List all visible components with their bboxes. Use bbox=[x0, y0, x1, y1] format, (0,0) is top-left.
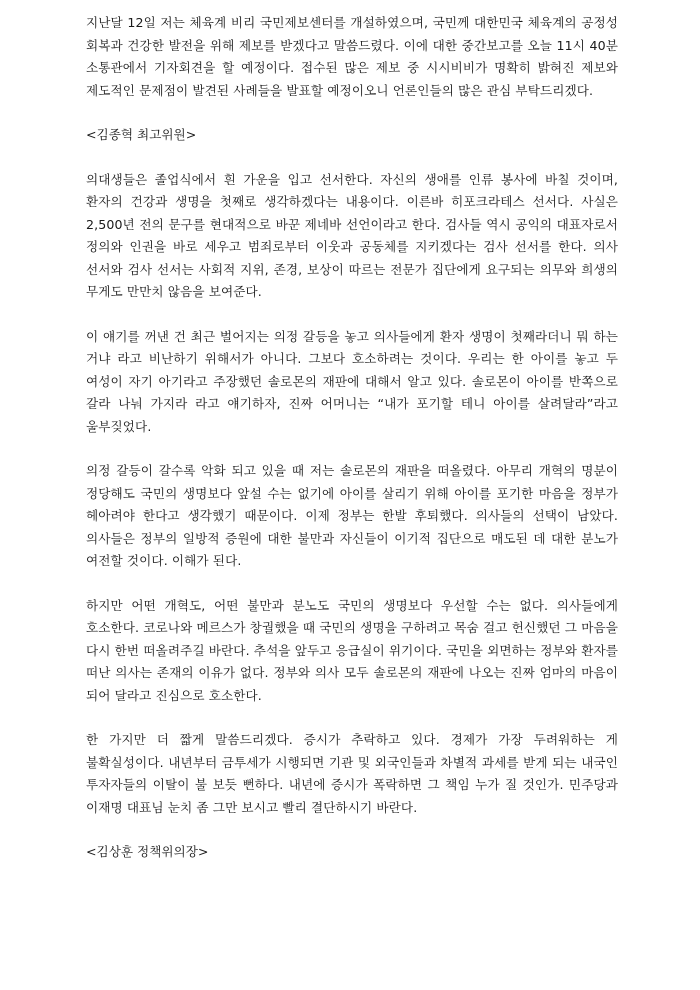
spacer bbox=[86, 304, 618, 326]
spacer bbox=[86, 102, 618, 124]
document-page bbox=[86, 12, 618, 864]
spacer bbox=[86, 147, 618, 169]
spacer bbox=[86, 707, 618, 729]
speaker-label-kim-jonghyuk: <김종혁 최고위원> bbox=[86, 127, 197, 142]
spacer bbox=[86, 438, 618, 460]
paragraph-government-retreat: 의정 갈등이 갈수록 악화 되고 있을 때 저는 솔로몬의 재판을 떠올렸다. 아무리 개혁의 명분이 정당해도 국민의 생명보다 앞설 수는 없기에 아이를 살리기 위해 아이를 포기한 마음을 정부가 헤아려야 한다고 생각했기 때문이다. 이제 정부는 한발 후퇴했다. 의사들의 선택이 남았다. 의사들은 정부의 일방적 증원에 대한 불만과 자신들이 이기적 집단으로 매도된 데 대한 분노가 여전할 것이다. 이해가 된다. bbox=[86, 463, 618, 568]
paragraph-oath: 의대생들은 졸업식에서 흰 가운을 입고 선서한다. 자신의 생애를 인류 봉사에 바칠 것이며, 환자의 건강과 생명을 첫째로 생각하겠다는 내용이다. 이른바 히포크라테스 선서다. 사실은 2,500년 전의 문구를 현대적으로 바꾼 제네바 선언이라고 한다. 검사들 역시 공익의 대표자로서 정의와 인권을 바로 세우고 범죄로부터 이웃과 공동체를 지키겠다는 검사 선서를 한다. 의사 선서와 검사 선서는 사회적 지위, 존경, 보상이 따르는 전문가 집단에게 요구되는 의무와 희생의 무게도 만만치 않음을 보여준다. bbox=[86, 171, 618, 299]
paragraph-stock-market: 한 가지만 더 짧게 말씀드리겠다. 증시가 추락하고 있다. 경제가 가장 두려워하는 게 불확실성이다. 내년부터 금투세가 시행되면 기관 및 외국인들과 차별적 과세를 받게 되는 내국인 투자자들의 이탈이 불 보듯 뻔하다. 내년에 증시가 폭락하면 그 책임 누가 질 것인가. 민주당과 이재명 대표님 눈치 좀 그만 보시고 빨리 결단하시기 바란다. bbox=[86, 732, 618, 815]
paragraph-sports-report: 지난달 12일 저는 체육계 비리 국민제보센터를 개설하였으며, 국민께 대한민국 체육계의 공정성 회복과 건강한 발전을 위해 제보를 받겠다고 말씀드렸다. 이에 대한 중간보고를 오늘 11시 40분 소통관에서 기자회견을 할 예정이다. 접수된 많은 제보 중 시시비비가 명확히 밝혀진 제보와 제도적인 문제점이 발견된 사례들을 발표할 예정이오니 언론인들의 많은 관심 부탁드리겠다. bbox=[86, 15, 618, 98]
spacer bbox=[86, 819, 618, 841]
paragraph-appeal-to-doctors: 하지만 어떤 개혁도, 어떤 불만과 분노도 국민의 생명보다 우선할 수는 없다. 의사들에게 호소한다. 코로나와 메르스가 창궐했을 때 국민의 생명을 구하려고 목숨 걸고 헌신했던 그 마음을 다시 한번 떠올려주길 바란다. 추석을 앞두고 응급실이 위기이다. 국민을 외면하는 정부와 환자를 떠난 의사는 존재의 이유가 없다. 정부와 의사 모두 솔로몬의 재판에 나오는 진짜 엄마의 마음이 되어 달라고 진심으로 호소한다. bbox=[86, 597, 618, 703]
paragraph-solomon-trial: 이 얘기를 꺼낸 건 최근 벌어지는 의정 갈등을 놓고 의사들에게 환자 생명이 첫째라더니 뭐 하는 거냐 라고 비난하기 위해서가 아니다. 그보다 호소하려는 것이다. 우리는 한 아이를 놓고 두 여성이 자기 아기라고 주장했던 솔로몬의 재판에 대해서 알고 있다. 솔로몬이 아이를 반쪽으로 갈라 나눠 가지라 라고 얘기하자, 진짜 어머니는 “내가 포기할 테니 아이를 살려달라”라고 울부짖었다. bbox=[86, 328, 618, 434]
spacer bbox=[86, 573, 618, 595]
speaker-label-kim-sanghoon: <김상훈 정책위의장> bbox=[86, 844, 209, 859]
